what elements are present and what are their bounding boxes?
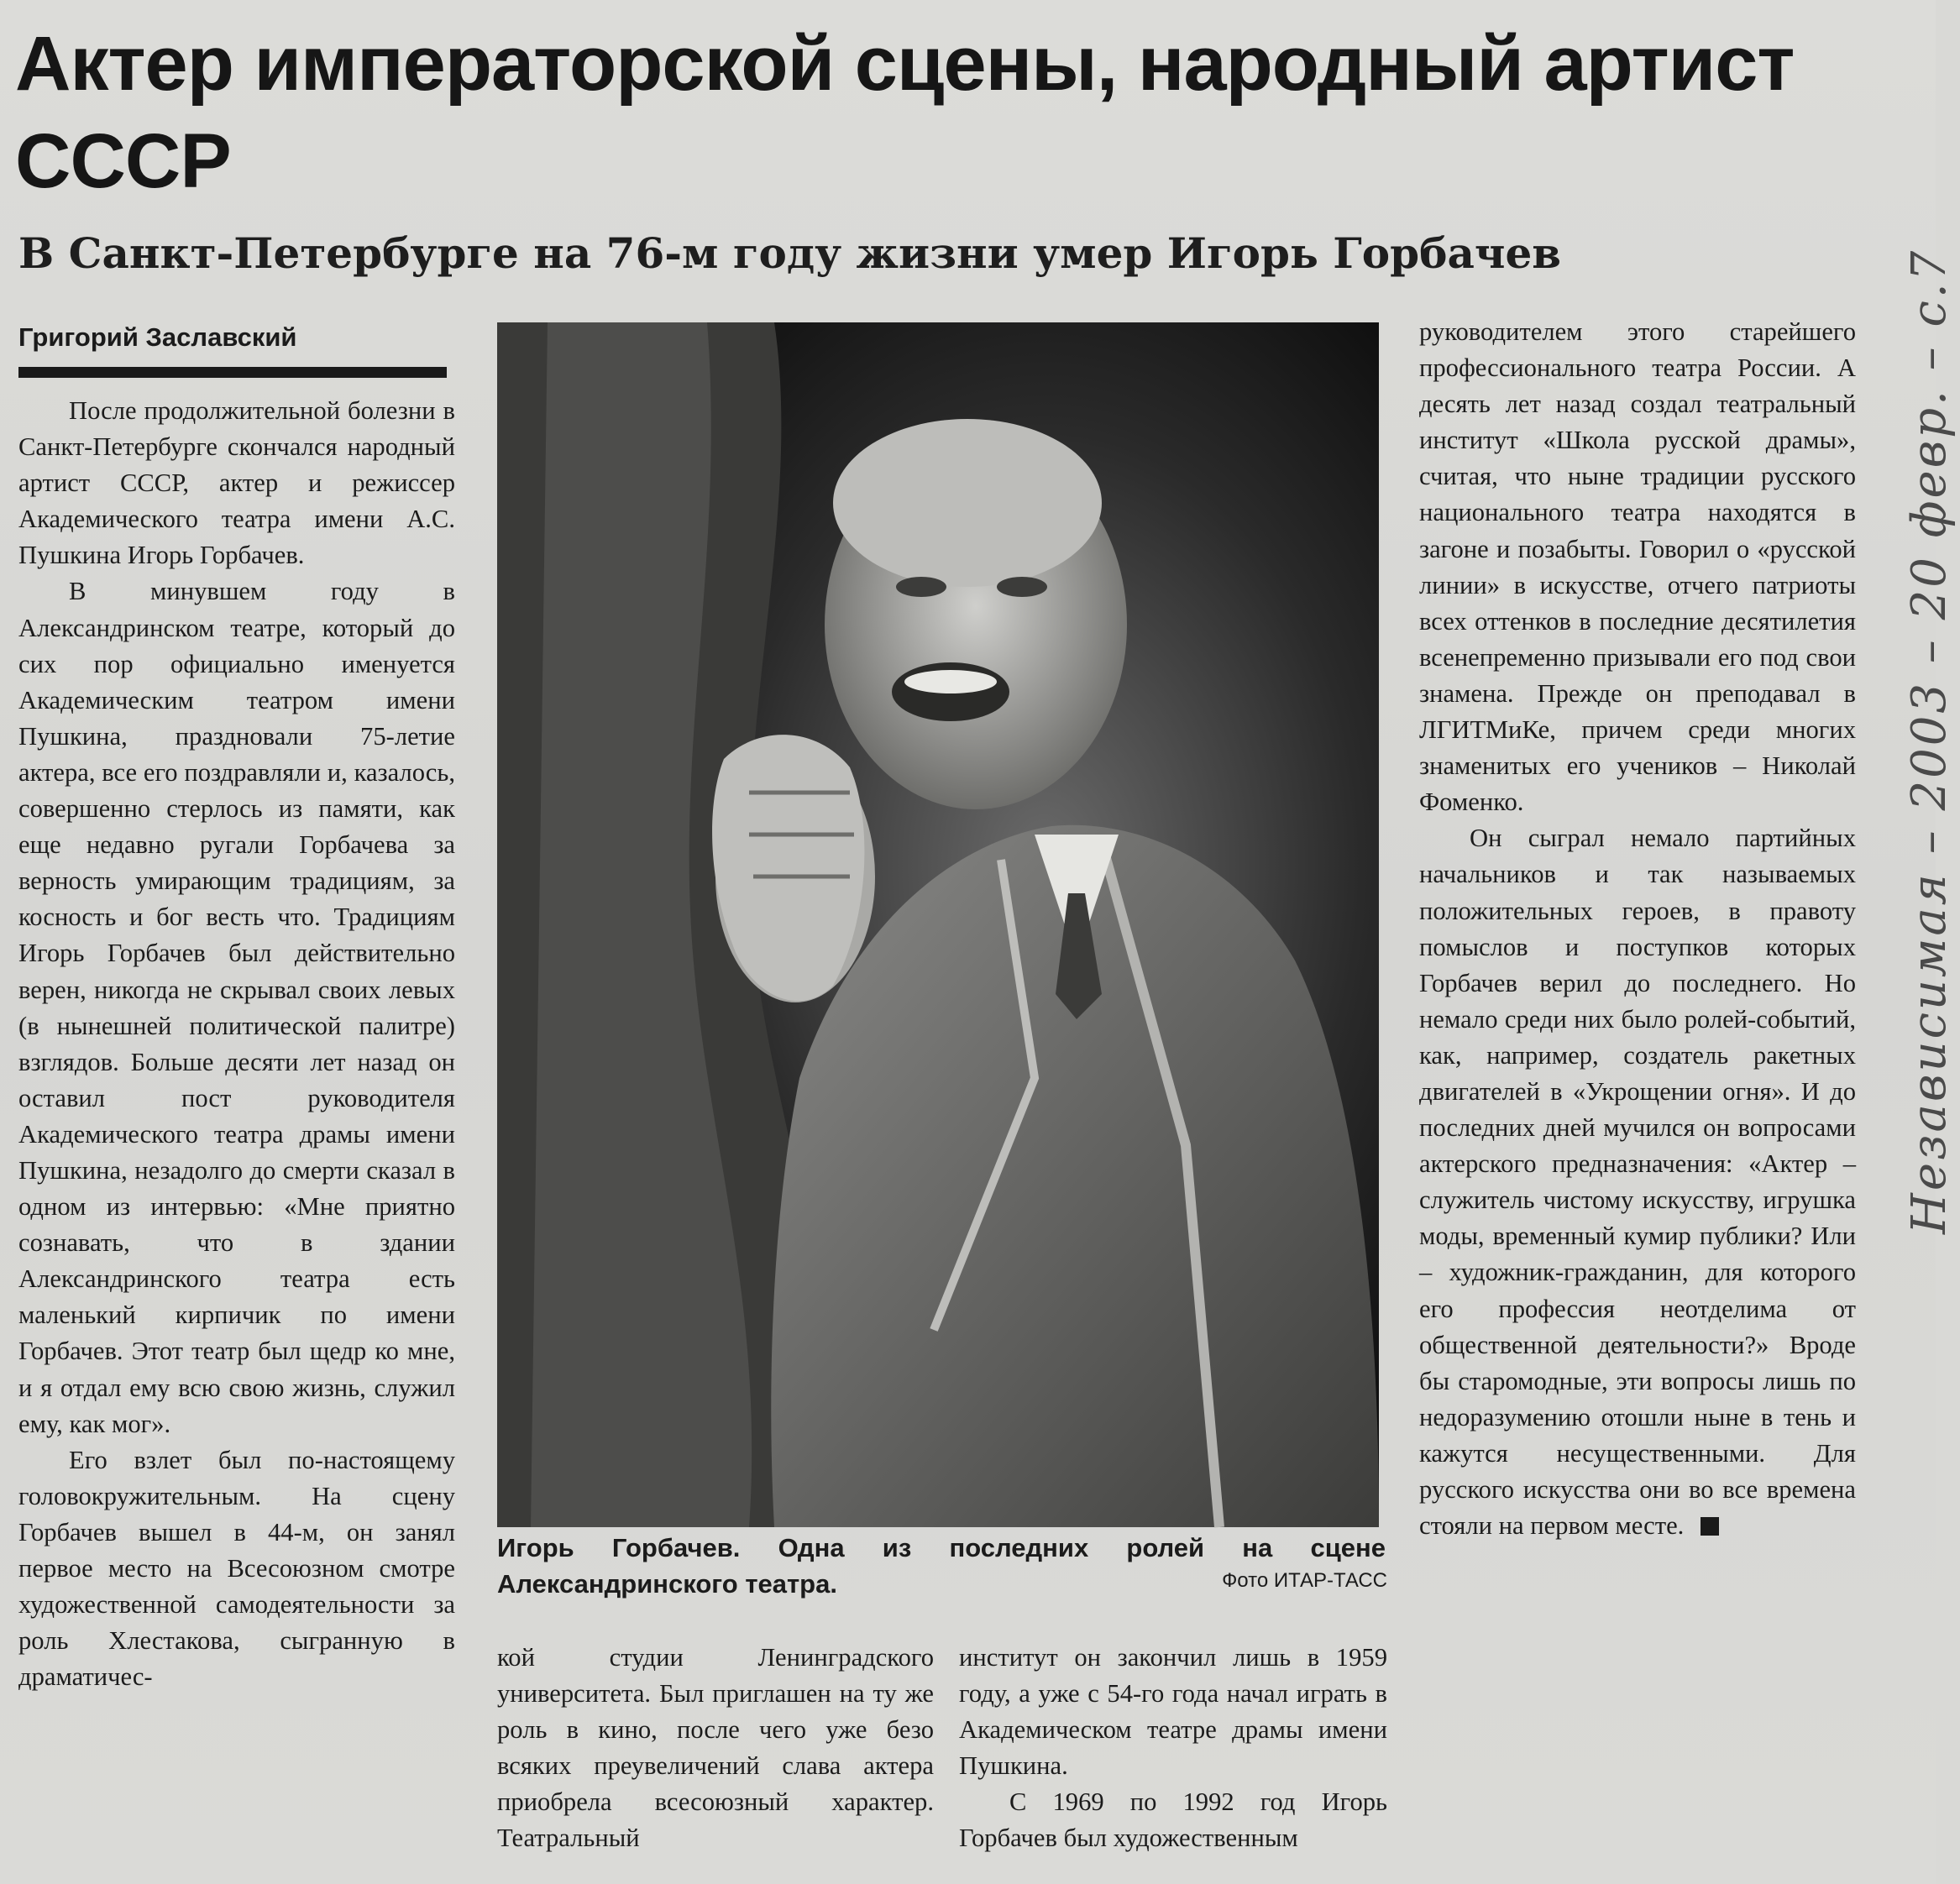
photo-credit: Фото ИТАР-ТАСС — [1222, 1569, 1387, 1592]
paragraph: В минувшем году в Александринском театре, который до сих пор официально именуется Академическим театром имени Пушкина, праздновали 75-летие актера, все его поздравляли и, казалось, совершенно стерлось из памяти, как еще недавно ругали Горбачева за верность умирающим традициям, за косность и бог весть что. Традициям Игорь Горбачев был действительно верен, никогда не скрывал своих левых (в нынешней политической палитре) взглядов. Больше десяти лет назад он оставил пост руководителя Академического театра драмы имени Пушкина, незадолго до смерти сказал в одном из интервью: «Мне приятно сознавать, что в здании Александринского театра есть маленький кирпичик по имени Горбачев. Этот театр был щедр ко мне, и я отдал ему всю свою жизнь, служил ему, как мог». — [18, 577, 455, 1438]
paragraph: Его взлет был по-настоящему головокружительным. На сцену Горбачев вышел в 44-м, он занял первое место на Всесоюзном смотре художественной самодеятельности за роль Хлестакова, сыгранную в драматичес- — [18, 1445, 455, 1692]
paragraph-text: Он сыграл немало партийных начальников и так называемых положительных героев, в правоту помыслов и поступков которых Горбачев верил до последнего. Но немало среди них было ролей-событий, как, например, создатель ракетных двигателей в «Укрощении огня». И до последних дней мучился он вопросами актерского предназначения: «Актер – служитель чистому искусству, игрушка моды, временный кумир публики? Или – художник-гражданин, для которого его профессия неотделима от общественной деятельности?» Вроде бы старомодные, эти вопросы лишь по недоразумению отошли ныне в тень и кажутся несущественными. Для русского искусства они во все времена стояли на первом месте. — [1419, 824, 1856, 1541]
byline-rule — [18, 367, 447, 378]
article-column-2 — [497, 1640, 934, 1857]
paragraph — [1419, 820, 1856, 1544]
paragraph: После продолжительной болезни в Санкт-Петербурге скончался народный артист СССР, актер и режиссер Академического театра имени А.С. Пушкина Игорь Горбачев. — [18, 396, 455, 570]
byline: Григорий Заславский — [18, 322, 297, 352]
article-photo — [497, 322, 1379, 1527]
end-of-article-mark — [1701, 1517, 1719, 1536]
subheadline: В Санкт-Петербурге на 76-м году жизни умер Игорь Горбачев — [18, 228, 1562, 278]
headline: Актер императорской сцены, народный артист СССР — [15, 21, 1795, 204]
article-column-1 — [18, 393, 455, 1695]
article-column-3 — [959, 1640, 1387, 1857]
paragraph: кой студии Ленинградского университета. Был приглашен на ту же роль в кино, после чего уже безо всяких преувеличений слава актера приобрела всесоюзный характер. Театральный — [497, 1643, 934, 1853]
photo-caption: Игорь Горбачев. Одна из последних ролей на сцене Александринского театра. — [497, 1533, 1386, 1599]
paragraph: институт он закончил лишь в 1959 году, а уже с 54-го года начал играть в Академическом театре драмы имени Пушкина. — [959, 1643, 1387, 1781]
article-column-4 — [1419, 314, 1856, 1544]
handwritten-annotation: Независимая – 2003 – 20 февр. – с.7 — [1902, 248, 1957, 1234]
actor-photo-illustration — [497, 322, 1379, 1527]
paragraph: С 1969 по 1992 год Игорь Горбачев был художественным — [959, 1787, 1387, 1853]
paragraph: руководителем этого старейшего профессионального театра России. А десять лет назад создал театральный институт «Школа русской драмы», считая, что ныне традиции русского национального театра находятся в загоне и позабыты. Говорил о «русской линии» в искусстве, отчего патриоты всех оттенков в последние десятилетия всенепременно призывали его под свои знамена. Прежде он преподавал в ЛГИТМиКе, причем среди многих знаменитых его учеников – Николай Фоменко. — [1419, 317, 1856, 817]
